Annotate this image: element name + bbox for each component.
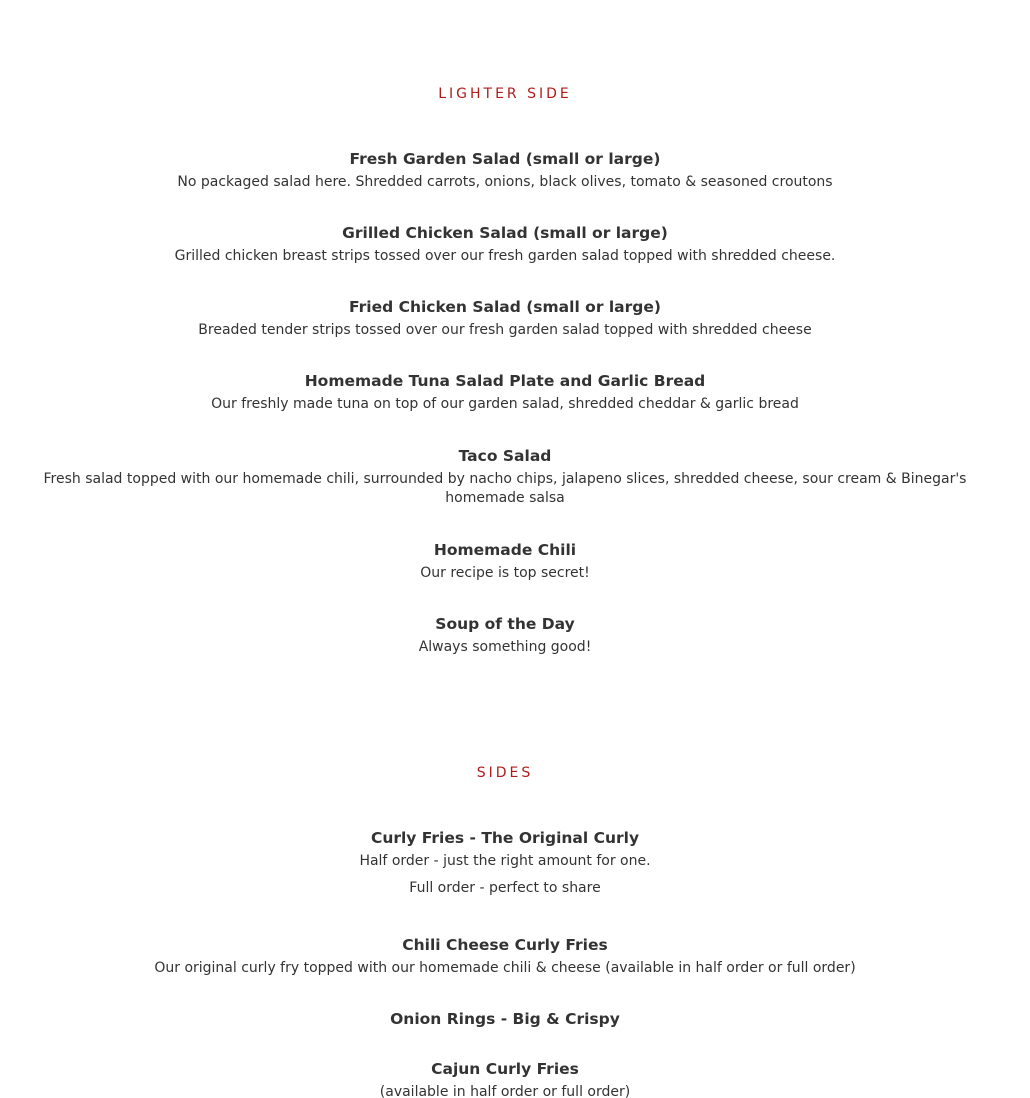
menu-item: [0, 223, 1010, 266]
item-name: Homemade Tuna Salad Plate and Garlic Bread: [304, 372, 706, 390]
item-name: Taco Salad: [458, 447, 552, 465]
item-name: Soup of the Day: [435, 615, 575, 633]
item-description: (available in half order or full order): [379, 1084, 631, 1098]
item-description-secondary: Full order - perfect to share: [409, 880, 601, 896]
menu-item: [0, 935, 1010, 978]
item-description: Our original curly fry topped with our homemade chili & cheese (available in half order or full order): [154, 960, 856, 976]
section-title-lighter-side: LIGHTER SIDE: [438, 86, 572, 102]
item-name: Curly Fries - The Original Curly: [370, 829, 640, 847]
item-description: Our recipe is top secret!: [420, 565, 590, 581]
item-name: Onion Rings - Big & Crispy: [390, 1010, 620, 1028]
menu-item: [0, 614, 1010, 657]
item-name: Chili Cheese Curly Fries: [402, 936, 608, 954]
item-description: Our freshly made tuna on top of our garden salad, shredded cheddar & garlic bread: [211, 396, 799, 412]
item-description: Always something good!: [418, 639, 592, 655]
item-name: Fresh Garden Salad (small or large): [349, 150, 661, 168]
item-name: Fried Chicken Salad (small or large): [349, 298, 661, 316]
menu-item: [0, 371, 1010, 414]
item-name: Grilled Chicken Salad (small or large): [342, 224, 668, 242]
item-description: Breaded tender strips tossed over our fresh garden salad topped with shredded cheese: [198, 322, 812, 338]
item-description: Grilled chicken breast strips tossed over our fresh garden salad topped with shredded cheese.: [174, 248, 836, 264]
menu-item: [0, 1059, 1010, 1098]
item-description: Fresh salad topped with our homemade chili, surrounded by nacho chips, jalapeno slices, shredded cheese, sour cream & Binegar's homemade salsa: [43, 471, 967, 506]
menu-item: [0, 828, 1010, 898]
menu-item: [0, 149, 1010, 192]
item-description: No packaged salad here. Shredded carrots, onions, black olives, tomato & seasoned croutons: [177, 174, 833, 190]
menu-item: [0, 297, 1010, 340]
item-name: Cajun Curly Fries: [431, 1060, 579, 1078]
item-name: Homemade Chili: [433, 541, 577, 559]
menu-item: [0, 540, 1010, 583]
item-description: Half order - just the right amount for one.: [359, 853, 651, 869]
menu-item: [0, 446, 1010, 508]
section-title-sides: SIDES: [476, 765, 534, 781]
menu-item: [0, 1009, 1010, 1029]
